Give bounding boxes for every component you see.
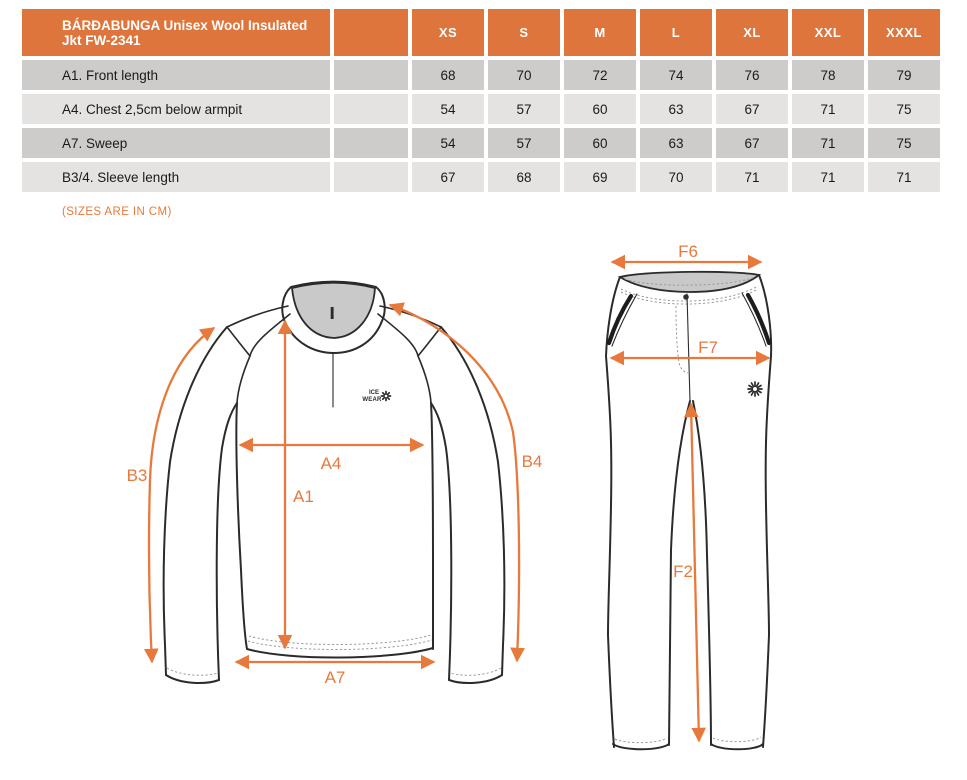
size-col-m: M	[564, 9, 636, 56]
cell-value: 72	[564, 60, 636, 90]
cell-value: 63	[640, 94, 712, 124]
row-label: B3/4. Sleeve length	[22, 162, 330, 192]
cell-value: 78	[792, 60, 864, 90]
cell-value: 76	[716, 60, 788, 90]
cell-value: 70	[640, 162, 712, 192]
right-raglan-seam	[378, 314, 431, 403]
row-label: A4. Chest 2,5cm below armpit	[22, 94, 330, 124]
measure-arrow-f6	[612, 242, 761, 262]
product-title: BÁRÐABUNGA Unisex Wool Insulated Jkt FW-2341	[22, 9, 330, 56]
cell-value: 54	[412, 94, 484, 124]
fly-center-line	[687, 294, 690, 401]
icewear-logo-line1: ICE	[368, 390, 380, 396]
icewear-logo	[362, 390, 390, 403]
measure-arrow-f2	[673, 404, 699, 741]
size-col-xxl: XXL	[792, 9, 864, 56]
size-col-s: S	[488, 9, 560, 56]
zipper-pull	[331, 307, 334, 319]
sizes-unit-note: (SIZES ARE IN CM)	[62, 206, 172, 218]
pants-right-outer	[759, 275, 771, 747]
cell-value: 70	[488, 60, 560, 90]
cell-value: 68	[412, 60, 484, 90]
body-left-edge	[236, 403, 247, 649]
cell-value: 69	[564, 162, 636, 192]
cell-value: 68	[488, 162, 560, 192]
cell-value: 67	[412, 162, 484, 192]
cell-value: 67	[716, 94, 788, 124]
right-leg-hem-stitch	[713, 737, 761, 742]
hem-stitch-2	[249, 635, 431, 645]
right-yoke-seam	[418, 327, 441, 356]
measure-label-f6: F6	[678, 242, 698, 261]
right-sleeve-inner	[431, 403, 451, 680]
measure-label-a1: A1	[293, 487, 314, 506]
right-leg-hem	[711, 744, 763, 749]
cell-value: 57	[488, 128, 560, 158]
measure-arrow-b3	[127, 328, 214, 662]
cell-value: 60	[564, 94, 636, 124]
cell-value: 60	[564, 128, 636, 158]
size-col-l: L	[640, 9, 712, 56]
left-leg-hem-stitch	[615, 738, 667, 743]
cell-value: 75	[868, 128, 940, 158]
cell-value: 71	[716, 162, 788, 192]
cell-value: 67	[716, 128, 788, 158]
jacket-drawing	[127, 282, 543, 687]
icewear-logo-line2: WEAR	[362, 397, 382, 403]
size-col-xs: XS	[412, 9, 484, 56]
measure-label-b3: B3	[126, 466, 148, 485]
measure-label-f7: F7	[698, 338, 718, 357]
right-cuff-stitch	[450, 668, 501, 675]
measure-arrow-f7	[611, 338, 769, 358]
measure-arrow-b4	[390, 305, 542, 661]
measure-arrow-a1	[285, 321, 314, 648]
row-label: A1. Front length	[22, 60, 330, 90]
cell-value: 57	[488, 94, 560, 124]
body-right-edge	[431, 403, 433, 649]
cell-value: 71	[868, 162, 940, 192]
cell-value: 54	[412, 128, 484, 158]
row-label: A7. Sweep	[22, 128, 330, 158]
waist-opening	[620, 272, 759, 292]
left-sleeve-inner	[217, 403, 237, 680]
left-cuff	[166, 675, 219, 683]
measure-arrow-a4	[240, 445, 423, 473]
left-raglan-seam	[237, 314, 290, 403]
left-yoke-seam	[227, 327, 250, 356]
snowflake-icon	[382, 392, 391, 401]
waist-button	[683, 294, 689, 300]
pants-drawing	[606, 242, 771, 749]
size-col-xxxl: XXXL	[868, 9, 940, 56]
cell-value: 71	[792, 162, 864, 192]
measure-label-b4: B4	[521, 452, 543, 471]
pants-snowflake-icon	[748, 382, 762, 396]
measure-label-a4: A4	[320, 454, 342, 473]
left-leg-hem	[613, 744, 669, 749]
cell-value: 79	[868, 60, 940, 90]
measure-label-a7: A7	[324, 668, 346, 687]
cell-value: 71	[792, 94, 864, 124]
fly-stitch	[676, 306, 688, 373]
measure-arrow-a7	[236, 662, 434, 687]
pants-left-outer	[606, 277, 620, 747]
right-cuff	[449, 675, 502, 683]
cell-value: 63	[640, 128, 712, 158]
left-cuff-stitch	[167, 668, 218, 675]
cell-value: 74	[640, 60, 712, 90]
size-col-xl: XL	[716, 9, 788, 56]
cell-value: 71	[792, 128, 864, 158]
measure-label-f2: F2	[673, 562, 693, 581]
cell-value: 75	[868, 94, 940, 124]
